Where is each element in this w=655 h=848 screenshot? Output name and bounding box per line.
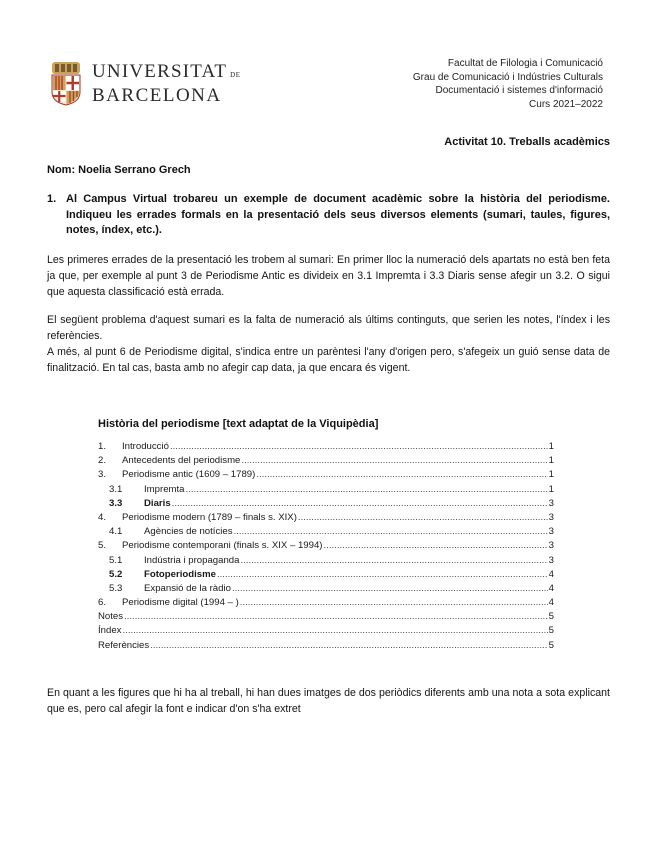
toc-row-number: 5.1: [109, 554, 123, 566]
question-block: [47, 192, 610, 239]
toc-row-page: 3: [548, 540, 554, 552]
university-crest-icon: [50, 60, 82, 106]
toc-row-page: 3: [548, 511, 554, 523]
answer-paragraph-1: [47, 252, 610, 300]
subject-line: Documentació i sistemes d'informació: [435, 85, 603, 96]
toc-row: [98, 555, 554, 569]
toc-row-page: 3: [548, 497, 554, 509]
toc-dot-leader: [234, 526, 548, 537]
toc-dot-leader: [186, 484, 548, 495]
toc-dot-leader: [150, 640, 547, 651]
toc-dot-leader: [172, 498, 548, 509]
toc-row: [98, 583, 554, 597]
toc-list: [98, 441, 554, 654]
toc-row: [98, 625, 554, 639]
toc-row: [98, 512, 554, 526]
paragraph-text: A més, al punt 6 de Periodisme digital, s'indica entre un parèntesi l'any d'origen pero, s'afegeix un guió sense data de finalització. En tal cas, basta amb no afegir cap data, ja que encara és vigent.: [47, 346, 610, 374]
logo-line-de: DE: [230, 70, 241, 79]
toc-row-title: Notes: [98, 611, 124, 623]
paragraph-text: El següent problema d'aquest sumari es la falta de numeració als últims continguts, que serien les notes, l'índex i les referències.: [47, 314, 610, 342]
toc-row-page: 5: [548, 639, 554, 651]
answer-paragraph-2: [47, 312, 610, 376]
toc-row-page: 1: [548, 441, 554, 452]
toc-row-page: 5: [548, 625, 554, 637]
answer-paragraph-3: [47, 685, 610, 717]
toc-row: [98, 540, 554, 554]
toc-row-page: 1: [548, 469, 554, 481]
toc-row-title: Periodisme digital (1994 – ): [122, 597, 239, 609]
paragraph-text: En quant a les figures que hi ha al treball, hi han dues imatges de dos periòdics diferents amb una nota a sota explicant que es, pero cal afegir la font e indicar d'on s'ha extret: [47, 687, 610, 715]
toc-row: [98, 597, 554, 611]
toc-row: [98, 640, 554, 654]
toc-row-number: 3.: [98, 469, 107, 481]
toc-row-title: Periodisme antic (1609 – 1789): [122, 469, 256, 481]
toc-row-title: Introducció: [122, 441, 169, 452]
faculty-info: [413, 57, 603, 111]
toc-row-number: 5.3: [109, 582, 123, 594]
university-logo: [50, 60, 241, 106]
toc-row-page: 1: [548, 455, 554, 467]
toc-dot-leader: [298, 512, 548, 523]
toc-row-page: 3: [548, 526, 554, 538]
toc-row: [98, 484, 554, 498]
toc-row-page: 5: [548, 611, 554, 623]
toc-row-title: Expansió de la ràdio: [144, 582, 231, 594]
toc-row-number: 6.: [98, 597, 107, 609]
toc-row: [98, 469, 554, 483]
logo-line-universitat: UNIVERSITAT: [92, 60, 228, 82]
toc-row-page: 1: [548, 483, 554, 495]
toc-dot-leader: [232, 583, 548, 594]
course-line: Curs 2021–2022: [529, 98, 603, 110]
logo-line-barcelona: BARCELONA: [92, 84, 222, 106]
toc-row-title: Impremta: [144, 483, 185, 495]
toc-row-title: Indústria i propaganda: [144, 554, 240, 566]
toc-row: [98, 526, 554, 540]
toc-row-title: Periodisme contemporani (finals s. XIX – 1994): [122, 540, 323, 552]
toc-dot-leader: [240, 555, 547, 566]
toc-row-number: 4.: [98, 511, 107, 523]
toc-dot-leader: [217, 569, 548, 580]
toc-row: [98, 611, 554, 625]
toc-row-number: 4.1: [109, 526, 123, 538]
toc-title: Història del periodisme [text adaptat de la Viquipèdia]: [98, 418, 379, 430]
toc-row-title: Índex: [98, 625, 122, 637]
toc-row-page: 4: [548, 582, 554, 594]
toc-row-number: 5.: [98, 540, 107, 552]
question-number: 1.: [47, 193, 57, 205]
faculty-line: Facultat de Filologia i Comunicació: [447, 58, 603, 69]
toc-dot-leader: [256, 469, 547, 480]
toc-row-number: 3.3: [109, 497, 123, 509]
toc-dot-leader: [124, 611, 548, 622]
toc-dot-leader: [240, 597, 548, 608]
paragraph-text: Les primeres errades de la presentació les trobem al sumari: En primer lloc la numeració dels apartats no està ben feta ja que, per exemple al punt 3 de Periodisme Antic es divideix en 3.1 Impremta i 3.3 Diaris sense afegir un 3.2. O sigui que aquesta classificació està errada.: [47, 254, 610, 298]
toc-row-number: 2.: [98, 455, 107, 467]
table-of-contents-figure: [98, 418, 554, 654]
toc-row-page: 3: [548, 554, 554, 566]
toc-dot-leader: [324, 540, 548, 551]
university-wordmark: [92, 62, 241, 105]
toc-dot-leader: [170, 441, 548, 452]
toc-row-number: 1.: [98, 441, 107, 452]
toc-row-page: 4: [548, 568, 554, 580]
toc-row-title: Periodisme modern (1789 – finals s. XIX): [122, 511, 297, 523]
degree-line: Grau de Comunicació i Indústries Culturals: [412, 71, 603, 83]
toc-row-title: Agències de notícies: [144, 526, 233, 538]
toc-row: [98, 441, 554, 455]
toc-row: [98, 498, 554, 512]
toc-row-title: Fotoperiodisme: [144, 568, 216, 580]
toc-row-number: 5.2: [109, 568, 123, 580]
toc-row-title: Antecedents del periodisme: [122, 455, 241, 467]
toc-row-title: Diaris: [144, 497, 171, 509]
question-text: Al Campus Virtual trobareu un exemple de document acadèmic sobre la història del periodisme. Indiqueu les errades formals en la presentació dels seus diversos elements (sumari, taules, figures, notes, índex, etc.).: [66, 193, 610, 236]
toc-dot-leader: [122, 625, 547, 636]
toc-dot-leader: [241, 455, 547, 466]
toc-row: [98, 455, 554, 469]
toc-row-title: Referències: [98, 639, 150, 651]
toc-row-page: 4: [548, 597, 554, 609]
toc-row-number: 3.1: [109, 483, 123, 495]
student-name: Nom: Noelia Serrano Grech: [47, 164, 191, 176]
toc-row: [98, 569, 554, 583]
activity-title: Activitat 10. Treballs acadèmics: [444, 136, 610, 148]
